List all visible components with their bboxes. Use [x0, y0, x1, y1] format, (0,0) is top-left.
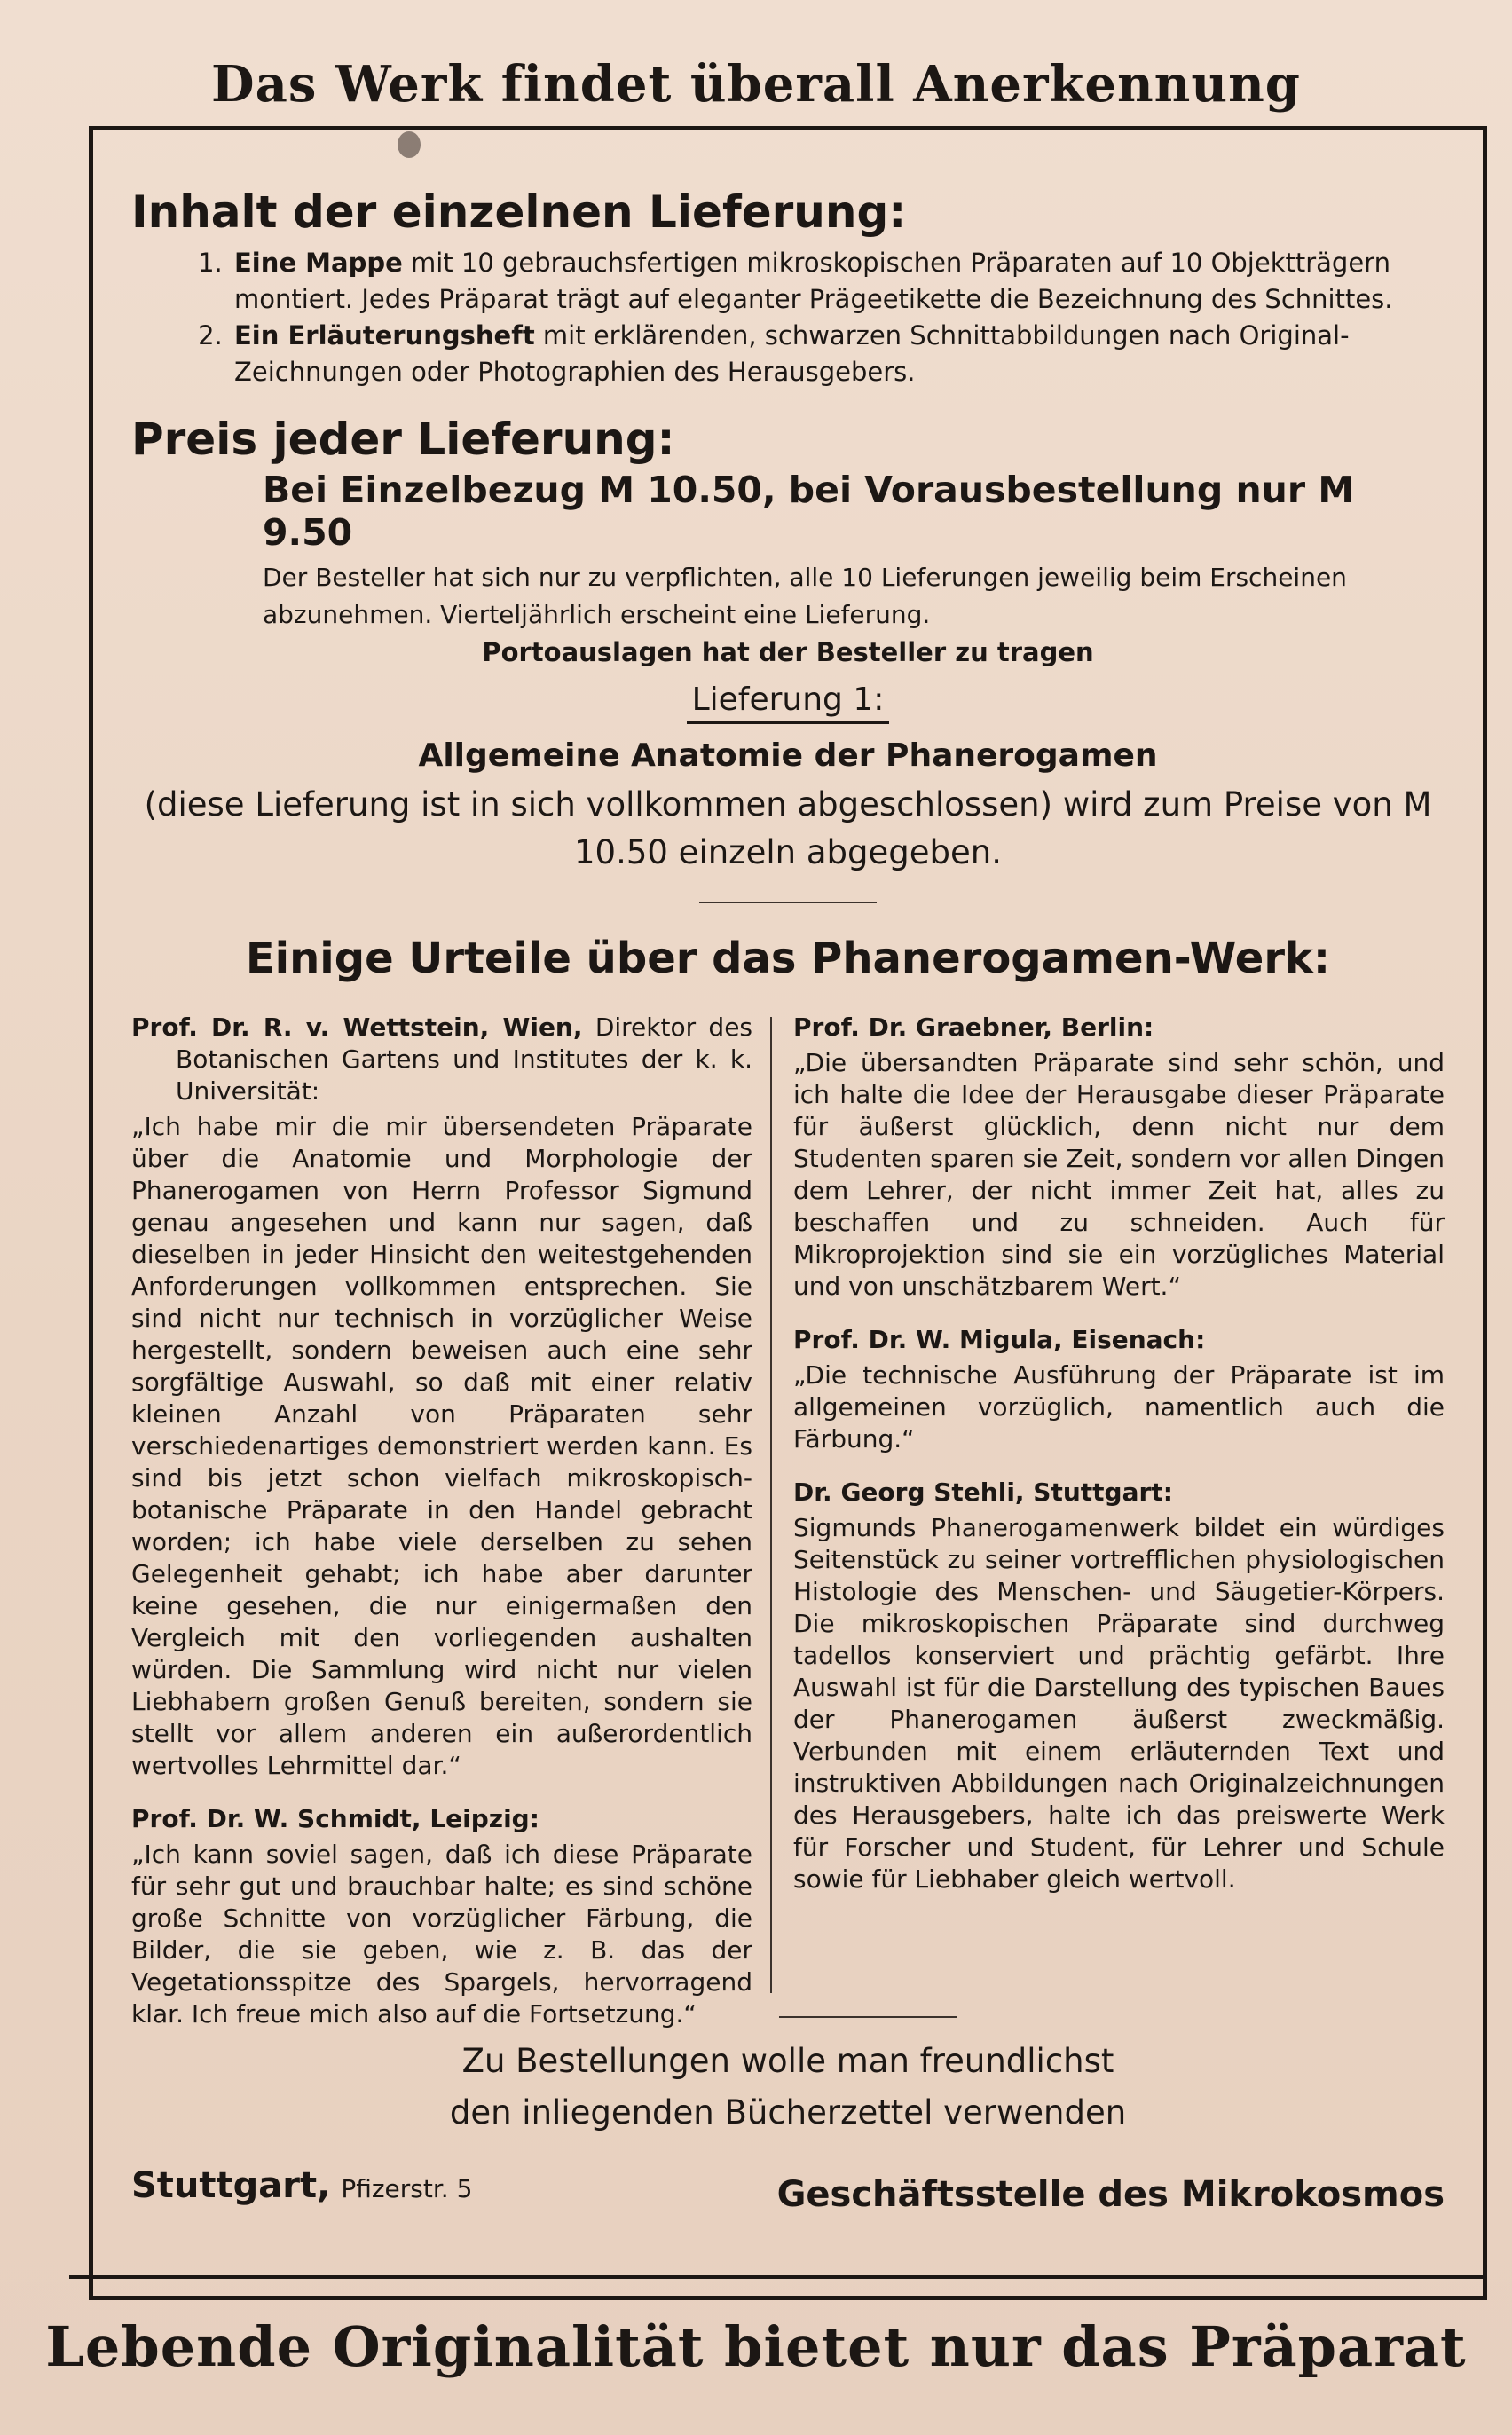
- testimonial-column-left: [131, 1012, 752, 2052]
- footer-city: Stuttgart,: [131, 2165, 331, 2206]
- lieferung-title: Allgemeine Anatomie der Phanerogamen: [418, 737, 1158, 774]
- testimonial-author: Prof. Dr. W. Migula, Eisenach:: [793, 1325, 1206, 1354]
- urteile-title: Einige Urteile über das Phanerogamen-Werk:: [245, 934, 1331, 983]
- testimonial-quote: „Ich kann soviel sagen, daß ich diese Präparate für sehr gut und brauchbar halte; es sind schöne große Schnitte von vorzüglicher Färbung, die Bilder, die sie geben, wie z. B. das der Vegetationsspitze des Spargels, hervorragend klar. Ich freue mich also auf die Fortsetzung.“: [131, 1840, 752, 2029]
- section-divider: [699, 902, 877, 903]
- testimonial-role: Direktor des Botanischen Gartens und Institutes der k. k. Universität:: [176, 1013, 753, 1106]
- order-divider: [779, 2016, 957, 2018]
- testimonial: [131, 1803, 752, 2030]
- inhalt-item: [231, 318, 1445, 390]
- testimonial-author: Prof. Dr. W. Schmidt, Leipzig:: [131, 1804, 539, 1833]
- testimonial: [793, 1012, 1445, 1303]
- ad-content: [131, 186, 1445, 2227]
- testimonial-columns: [131, 1012, 1445, 2029]
- preis-title: Preis jeder Lieferung:: [131, 414, 675, 465]
- testimonial-quote: „Die technische Ausführung der Präparate ist im allgemeinen vorzüglich, namentlich auch die Färbung.“: [793, 1360, 1445, 1454]
- testimonial-header: [131, 1012, 752, 1107]
- footer-address: [131, 2165, 472, 2206]
- lieferung-label-text: Lieferung 1:: [687, 682, 890, 724]
- order-line: den inliegenden Bücherzettel verwenden: [449, 2093, 1127, 2132]
- testimonial-author: Dr. Georg Stehli, Stuttgart:: [793, 1478, 1173, 1507]
- testimonial: [131, 1012, 752, 1782]
- testimonial-author: Prof. Dr. R. v. Wettstein, Wien,: [131, 1013, 583, 1042]
- top-headline: Das Werk findet überall Anerkennung: [211, 55, 1301, 114]
- inhalt-item: [231, 245, 1445, 318]
- bottom-frame-rule: [69, 2275, 1487, 2279]
- bottom-headline: Lebende Originalität bietet nur das Präparat: [45, 2314, 1467, 2379]
- inhalt-title: Inhalt der einzelnen Lieferung:: [131, 186, 907, 238]
- testimonial: [793, 1477, 1445, 1895]
- testimonial-quote: „Die übersandten Präparate sind sehr schön, und ich halte die Idee der Herausgabe dieser Präparate für äußerst glücklich, denn nicht nur dem Studenten sparen sie Zeit, sondern vor allen Dingen dem Lehrer, der nicht immer Zeit hat, alles zu beschaffen und zu schneiden. Auch für Mikroprojektion sind sie ein vorzügliches Material und von unschätzbarem Wert.“: [793, 1048, 1445, 1301]
- testimonial-column-right: [793, 1012, 1445, 1917]
- lieferung-label: [131, 682, 1445, 718]
- testimonial-author: Prof. Dr. Graebner, Berlin:: [793, 1013, 1154, 1042]
- preis-line: Bei Einzelbezug M 10.50, bei Vorausbestellung nur M 9.50: [263, 469, 1355, 554]
- porto-note: Portoauslagen hat der Besteller zu tragen: [482, 637, 1094, 667]
- footer-street: Pfizerstr. 5: [341, 2174, 473, 2203]
- testimonial: [793, 1324, 1445, 1455]
- order-line: Zu Bestellungen wolle man freundlichst: [461, 2042, 1114, 2080]
- footer-office: Geschäftsstelle des Mikrokosmos: [776, 2174, 1445, 2215]
- inhalt-list: [131, 245, 1445, 390]
- lieferung-desc: (diese Lieferung ist in sich vollkommen abgeschlossen) wird zum Preise von M 10.50 einzeln abgegeben.: [144, 785, 1432, 871]
- preis-note: Der Besteller hat sich nur zu verpflichten, alle 10 Lieferungen jeweilig beim Erscheinen abzunehmen. Vierteljährlich erscheint eine Lieferung.: [263, 563, 1347, 629]
- column-rule: [770, 1017, 772, 1993]
- testimonial-quote: „Ich habe mir die mir übersendeten Präparate über die Anatomie und Morphologie der Phanerogamen von Herrn Professor Sigmund genau angesehen und kann nur sagen, daß dieselben in jeder Hinsicht den weitestgehenden Anforderungen vollkommen entsprechen. Sie sind nicht nur technisch in vorzüglicher Weise hergestellt, sondern beweisen auch eine sehr sorgfältige Auswahl, so daß mit einer relativ kleinen Anzahl von Präparaten sehr verschiedenartiges demonstriert werden kann. Es sind bis jetzt schon vielfach mikroskopisch-botanische Präparate in den Handel gebracht worden; ich habe viele derselben zu sehen Gelegenheit gehabt; ich habe aber darunter keine gesehen, die nur einigermaßen den Vergleich mit den vorliegenden aushalten würden. Die Sammlung wird nicht nur vielen Liebhabern großen Genuß bereiten, sondern sie stellt vor allem anderen ein außerordentlich wertvolles Lehrmittel dar.“: [131, 1112, 752, 1780]
- inhalt-item-bold: Eine Mappe: [234, 248, 403, 278]
- ad-footer: [131, 2165, 1445, 2227]
- testimonial-quote: Sigmunds Phanerogamenwerk bildet ein würdiges Seitenstück zu seiner vortrefflichen physiologischen Histologie des Menschen- und Säugetier-Körpers. Die mikroskopischen Präparate sind durchweg tadellos konserviert und prächtig gefärbt. Ihre Auswahl ist für die Darstellung des typischen Baues der Phanerogamen äußerst zweckmäßig. Verbunden mit einem erläuternden Text und instruktiven Abbildungen nach Originalzeichnungen des Herausgebers, halte ich das preiswerte Werk für Forscher und Student, für Lehrer und Schule sowie für Liebhaber gleich wertvoll.: [793, 1513, 1445, 1894]
- inhalt-item-text: mit 10 gebrauchsfertigen mikroskopischen Präparaten auf 10 Objektträgern montiert. Jedes Präparat trägt auf eleganter Prägeetikette die Bezeichnung des Schnittes.: [234, 248, 1393, 314]
- inhalt-item-text: mit erklärenden, schwarzen Schnittabbildungen nach Original-Zeichnungen oder Photographien des Herausgebers.: [234, 320, 1350, 387]
- ink-blot: [398, 131, 421, 158]
- inhalt-item-bold: Ein Erläuterungsheft: [234, 320, 535, 351]
